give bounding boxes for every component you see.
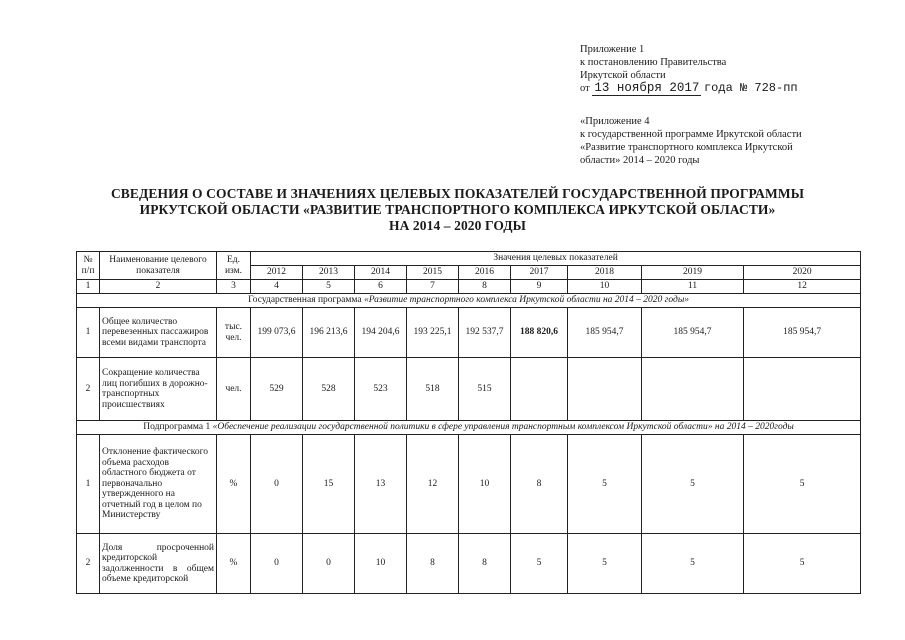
section-subprogram-title: «Обеспечение реализации государственной политики в сфере управления транспортным комплексом Иркутской области» на 2014 – 2020годы [212, 422, 794, 433]
row-value: 10 [355, 534, 407, 594]
column-number: 9 [511, 280, 568, 294]
table-row [77, 358, 861, 421]
appendix-4-title: «Приложение 4 [580, 116, 650, 127]
appendix-4-line3: «Развитие транспортного комплекса Иркутской [580, 142, 793, 153]
section-subprogram-prefix: Подпрограмма 1 [143, 422, 213, 433]
row-value: 5 [744, 435, 861, 534]
header-year: 2012 [251, 266, 303, 280]
row-value: 8 [511, 435, 568, 534]
appendix-4-line4: области» 2014 – 2020 годы [580, 155, 700, 166]
column-number: 3 [217, 280, 251, 294]
row-value: 5 [511, 534, 568, 594]
row-value: 8 [407, 534, 459, 594]
row-value: 5 [568, 435, 642, 534]
row-value: 523 [355, 358, 407, 421]
row-num: 2 [77, 534, 100, 594]
row-value: 0 [251, 435, 303, 534]
column-number: 10 [568, 280, 642, 294]
row-value [642, 358, 744, 421]
row-value: 0 [251, 534, 303, 594]
row-num: 1 [77, 308, 100, 358]
appendix-1-line2: к постановлению Правительства [580, 57, 727, 68]
appendix-4-line2: к государственной программе Иркутской области [580, 129, 802, 140]
header-year: 2015 [407, 266, 459, 280]
row-value: 185 954,7 [744, 308, 861, 358]
title-line-3: НА 2014 – 2020 ГОДЫ [388, 218, 527, 233]
section-program-title: «Развитие транспортного комплекса Иркутской области на 2014 – 2020 годы» [363, 295, 690, 306]
title-line-2: ИРКУТСКОЙ ОБЛАСТИ «РАЗВИТИЕ ТРАНСПОРТНОГО КОМПЛЕКСА ИРКУТСКОЙ ОБЛАСТИ» [139, 202, 776, 217]
header-year: 2016 [459, 266, 511, 280]
document-title [60, 186, 855, 234]
row-value: 188 820,6 [511, 308, 568, 358]
row-value: 185 954,7 [642, 308, 744, 358]
row-num: 2 [77, 358, 100, 421]
row-indicator-name: Общее количество перевезенных пассажиров всеми видами транспорта [100, 308, 217, 358]
row-value: 12 [407, 435, 459, 534]
row-value: 518 [407, 358, 459, 421]
header-name: Наименование целевого показателя [100, 252, 217, 280]
appendix-4-block [580, 115, 802, 167]
header-year: 2018 [568, 266, 642, 280]
row-value [568, 358, 642, 421]
column-number: 2 [100, 280, 217, 294]
header-year: 2020 [744, 266, 861, 280]
row-unit: тыс. чел. [217, 308, 251, 358]
row-value [744, 358, 861, 421]
section-row-program [77, 294, 861, 308]
row-value: 0 [303, 534, 355, 594]
row-value: 8 [459, 534, 511, 594]
section-program-prefix: Государственная программа [248, 295, 364, 306]
column-number: 1 [77, 280, 100, 294]
row-value: 199 073,6 [251, 308, 303, 358]
section-row-subprogram [77, 421, 861, 435]
row-value: 13 [355, 435, 407, 534]
header-values-group: Значения целевых показателей [251, 252, 861, 266]
row-value: 194 204,6 [355, 308, 407, 358]
header-year: 2017 [511, 266, 568, 280]
row-value: 5 [744, 534, 861, 594]
header-num: № п/п [77, 252, 100, 280]
row-indicator-name: Сокращение количества лиц погибших в дорожно-транспортных происшествиях [100, 358, 217, 421]
row-unit: чел. [217, 358, 251, 421]
header-year: 2013 [303, 266, 355, 280]
appendix-1-decree-number: года № 728-пп [703, 81, 798, 95]
appendix-1-title: Приложение 1 [580, 44, 645, 55]
column-number: 12 [744, 280, 861, 294]
column-number-row [77, 280, 861, 294]
header-year: 2014 [355, 266, 407, 280]
row-value: 185 954,7 [568, 308, 642, 358]
table-row [77, 534, 861, 594]
row-value: 528 [303, 358, 355, 421]
row-value: 196 213,6 [303, 308, 355, 358]
row-value: 529 [251, 358, 303, 421]
row-unit: % [217, 534, 251, 594]
header-year: 2019 [642, 266, 744, 280]
header-unit: Ед. изм. [217, 252, 251, 280]
table-row [77, 308, 861, 358]
row-value: 5 [642, 534, 744, 594]
appendix-1-date-line [580, 82, 798, 95]
row-value: 5 [642, 435, 744, 534]
appendix-1-line3: Иркутской области [580, 70, 666, 81]
row-value: 5 [568, 534, 642, 594]
row-value [511, 358, 568, 421]
column-number: 5 [303, 280, 355, 294]
column-number: 11 [642, 280, 744, 294]
row-value: 193 225,1 [407, 308, 459, 358]
row-value: 192 537,7 [459, 308, 511, 358]
row-value: 515 [459, 358, 511, 421]
row-num: 1 [77, 435, 100, 534]
title-line-1: СВЕДЕНИЯ О СОСТАВЕ И ЗНАЧЕНИЯХ ЦЕЛЕВЫХ ПОКАЗАТЕЛЕЙ ГОСУДАРСТВЕННОЙ ПРОГРАММЫ [110, 186, 805, 201]
row-indicator-name: Отклонение фактического объема расходов областного бюджета от первоначально утвержденного на отчетный год в целом по Министерству [100, 435, 217, 534]
row-indicator-name: Доля просроченной кредиторской задолженности в общем объеме кредиторской [100, 534, 217, 594]
column-number: 6 [355, 280, 407, 294]
indicators-table [76, 251, 861, 594]
appendix-1-block [580, 43, 798, 95]
row-value: 10 [459, 435, 511, 534]
column-number: 7 [407, 280, 459, 294]
column-number: 4 [251, 280, 303, 294]
appendix-1-date: 13 ноября 2017 [594, 81, 700, 95]
table-row [77, 435, 861, 534]
column-number: 8 [459, 280, 511, 294]
row-value: 15 [303, 435, 355, 534]
row-unit: % [217, 435, 251, 534]
appendix-1-from: от [580, 83, 590, 94]
